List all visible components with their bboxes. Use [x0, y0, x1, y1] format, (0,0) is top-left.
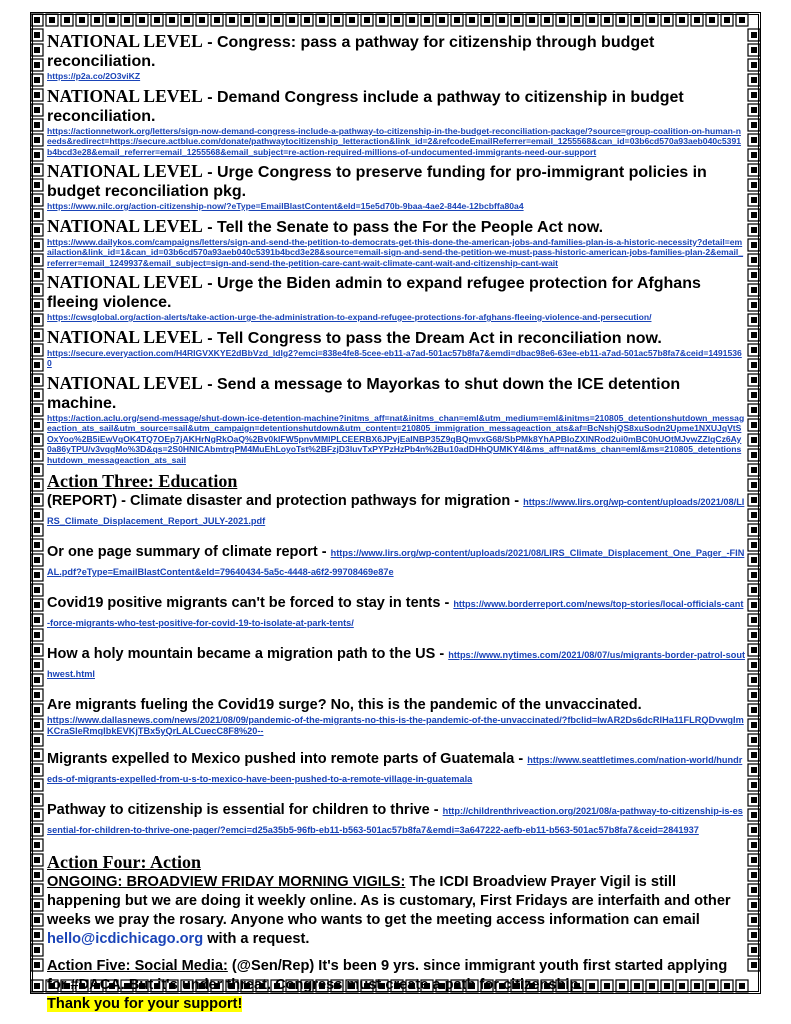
education-item [47, 801, 745, 838]
level-label: NATIONAL LEVEL [47, 372, 203, 393]
action-title: Urge Congress to preserve funding for pro-immigrant policies in budget reconciliation pkg. [47, 164, 707, 200]
contact-email-link[interactable]: hello@icdichicago.org [47, 931, 204, 947]
national-action-item [47, 217, 745, 269]
action-title: Demand Congress include a pathway to citizenship in budget reconciliation. [47, 88, 684, 125]
education-item [47, 750, 745, 787]
article-link[interactable]: https://www.lirs.org/wp-content/uploads/2021/08/LIRS_Climate_Displacement_One_Pager_-FINAL.pdf?eType=EmailBlastContent&eId=79640434-5a5c-4448-a6f2-99708469e87e [47, 548, 745, 577]
article-link[interactable]: https://www.dallasnews.com/news/2021/08/09/pandemic-of-the-migrants-no-this-is-the-pandemic-of-the-unvaccinated/?fbclid=IwAR2Ds6dcRlHa11FLRQDvwgImKCraSleRmqIbkEVKjTBx5yQrLALCuecC8F8%20-- [47, 715, 744, 736]
action-link[interactable]: https://www.nilc.org/action-citizenship-now/?eType=EmailBlastContent&eId=15e5d70b-9baa-4ae2-844e-12bcbffa80a4 [47, 201, 524, 211]
national-action-item [47, 273, 745, 323]
vigil-text-end: with a request. [203, 931, 310, 947]
action-title: Send a message to Mayorkas to shut down the ICE detention machine. [47, 375, 681, 412]
vigil-label: ONGOING: BROADVIEW FRIDAY MORNING VIGILS: [47, 874, 406, 890]
action-link[interactable]: https://p2a.co/2O3viKZ [47, 71, 141, 81]
level-label: NATIONAL LEVEL [47, 215, 203, 236]
action-link[interactable]: https://www.dailykos.com/campaigns/letters/sign-and-send-the-petition-to-democrats-get-this-done-the-american-jobs-and-families-plan-is-a-historic-necessity?detail=emailaction&link_id=1&can_id=03b6cd570a93aeb040c5391b4bcd3e28&source=email-sign-and-send-the-petition-we-must-pass-historic-american-jobs-families-plan-2&email_referrer=email_1249937&email_subject=sign-and-send-the-petition-care-cant-wait-climate-cant-wait-and-citizenship-cant-wait [47, 236, 744, 268]
separator: - [202, 34, 217, 51]
education-item [47, 543, 745, 580]
article-link[interactable]: https://www.nytimes.com/2021/08/07/us/migrants-border-patrol-southwest.html [47, 650, 746, 679]
action-link[interactable]: https://actionnetwork.org/letters/sign-now-demand-congress-include-a-pathway-to-citizenship-in-the-budget-reconciliation-package/?source=group-coalition-on-human-needs&redirect=https://secure.actblue.com/donate/pathwaytocitizenship_letteraction&link_id=2&refcodeEmailReferrer=email_1255568&can_id=03b6cd570a93aeb040c5391b4bcd3e28&email_referrer=email_1255568&email_subject=re-action-required-millions-of-undocumented-immigrants-need-our-support [47, 125, 742, 157]
action-title: Tell Congress to pass the Dream Act in reconciliation now. [216, 329, 662, 347]
article-title: Or one page summary of climate report - [47, 544, 331, 560]
national-action-item [47, 87, 745, 158]
education-item [47, 594, 745, 631]
article-link[interactable]: https://www.seattletimes.com/nation-world/hundreds-of-migrants-expelled-from-u-s-to-mexico-have-been-pushed-to-a-remote-village-in-guatemala [47, 755, 743, 784]
level-label: NATIONAL LEVEL [47, 272, 203, 292]
level-label: NATIONAL LEVEL [47, 326, 203, 347]
separator: - [202, 164, 217, 181]
action-title: Congress: pass a pathway for citizenship through budget reconciliation. [47, 34, 655, 70]
level-label: NATIONAL LEVEL [47, 31, 203, 51]
separator: - [202, 375, 217, 393]
decorative-border-right [747, 28, 761, 978]
action-link[interactable]: https://cwsglobal.org/action-alerts/take-action-urge-the-administration-to-expand-refugee-protections-for-afghans-fleeing-violence-and-persecution/ [47, 312, 652, 322]
education-list [47, 492, 745, 838]
level-label: NATIONAL LEVEL [47, 161, 203, 181]
article-title: Are migrants fueling the Covid19 surge? No, this is the pandemic of the unvaccinated. [47, 697, 642, 713]
action-link[interactable]: https://secure.everyaction.com/H4RIGVXKYE2dBbVzd_ldlg2?emci=838e4fe8-5cee-eb11-a7ad-501ac57b8fa7&emdi=dbac98e6-63ee-eb11-a7ad-501ac57b8fa7&ceid=14915360 [47, 347, 742, 368]
decorative-border-top [30, 12, 761, 28]
thank-you-note: Thank you for your support! [47, 996, 243, 1012]
article-link[interactable]: https://www.lirs.org/wp-content/uploads/2021/08/LIRS_Climate_Displacement_Report_JULY-2021.pdf [47, 497, 745, 526]
article-link[interactable]: https://www.borderreport.com/news/top-stories/local-officials-cant-force-migrants-who-test-positive-for-covid-19-to-isolate-at-park-tents/ [47, 599, 744, 628]
document-content [47, 31, 746, 1012]
education-item [47, 492, 745, 529]
article-title: Migrants expelled to Mexico pushed into remote parts of Guatemala - [47, 751, 528, 767]
national-action-item [47, 328, 745, 369]
national-actions-list [47, 32, 745, 465]
section-heading-education: Action Three: Education [47, 471, 238, 491]
vigil-text: The ICDI Broadview Prayer Vigil is still happening but we are doing it weekly online. As is customary, First Fridays are interfaith and other weeks we pray the rosary. Anyone who wants to get the meeting access information can email [47, 874, 731, 928]
article-title: Covid19 positive migrants can't be forced to stay in tents - [47, 595, 454, 611]
social-media-label: Action Five: Social Media: [47, 958, 228, 974]
article-title: Pathway to citizenship is essential for children to thrive - [47, 802, 443, 818]
separator: - [202, 88, 217, 106]
social-media-text: (@Sen/Rep) It's been 9 yrs. since immigrant youth first started applying for #DACA. But it's under threat. Congress must create a path for citizenship. [47, 958, 728, 993]
national-action-item [47, 374, 745, 466]
social-media-paragraph [47, 957, 745, 1014]
action-title: Urge the Biden admin to expand refugee protection for Afghans fleeing violence. [47, 275, 701, 311]
separator: - [202, 275, 217, 292]
separator: - [202, 218, 217, 236]
education-item [47, 696, 745, 736]
action-title: Tell the Senate to pass the For the People Act now. [216, 218, 604, 236]
separator: - [202, 329, 217, 347]
article-title: How a holy mountain became a migration path to the US - [47, 646, 449, 662]
vigil-paragraph [47, 873, 745, 949]
education-item [47, 645, 745, 682]
decorative-border-left [30, 28, 44, 978]
national-action-item [47, 162, 745, 212]
section-heading-action: Action Four: Action [47, 852, 201, 872]
article-title: (REPORT) - Climate disaster and protection pathways for migration - [47, 493, 524, 509]
national-action-item [47, 32, 745, 82]
article-link[interactable]: http://childrenthriveaction.org/2021/08/a-pathway-to-citizenship-is-essential-for-children-to-thrive-one-pager/?emci=d25a35b5-96fb-eb11-b563-501ac57b8fa7&emdi=3a647222-aefb-eb11-b563-501ac57b8fa7&ceid=2841937 [47, 806, 743, 835]
level-label: NATIONAL LEVEL [47, 85, 203, 106]
action-link[interactable]: https://action.aclu.org/send-message/shut-down-ice-detention-machine?initms_aff=nat&initms_chan=eml&utm_medium=eml&initms=210805_detentionshutdown_messageaction_ats_sail&utm_source=sail&utm_campaign=detentionshutdown&utm_content=210805_immigration_messageaction_ats&af=BcNshjQS8xuSodn2Upme1NXUJqVtSOxYoo%2B5iEwVqOK4TQ7OEp7jAKHrNgRkOaQ%2Bv0kIFW5pnvMMlPLCEERBX6JPvjEaINBP35Z9qBQmvxG68/SbPMk8YhAPBloZXlNRod2ui0mBC0hUOtMJvwZZlqCz6Ay0a86yTPU/v3vqqMo%3D&qs=2S0HNICAbmtrqPM4MuEhLoyoTst%2BFzjD3luvTxPYPzHzPb4n%2Bu10adDHhQUMKY4I&ms_aff=nat&ms_chan=eml&ms=210805_detentionshutdown_messageaction_ats_sail [47, 412, 745, 465]
